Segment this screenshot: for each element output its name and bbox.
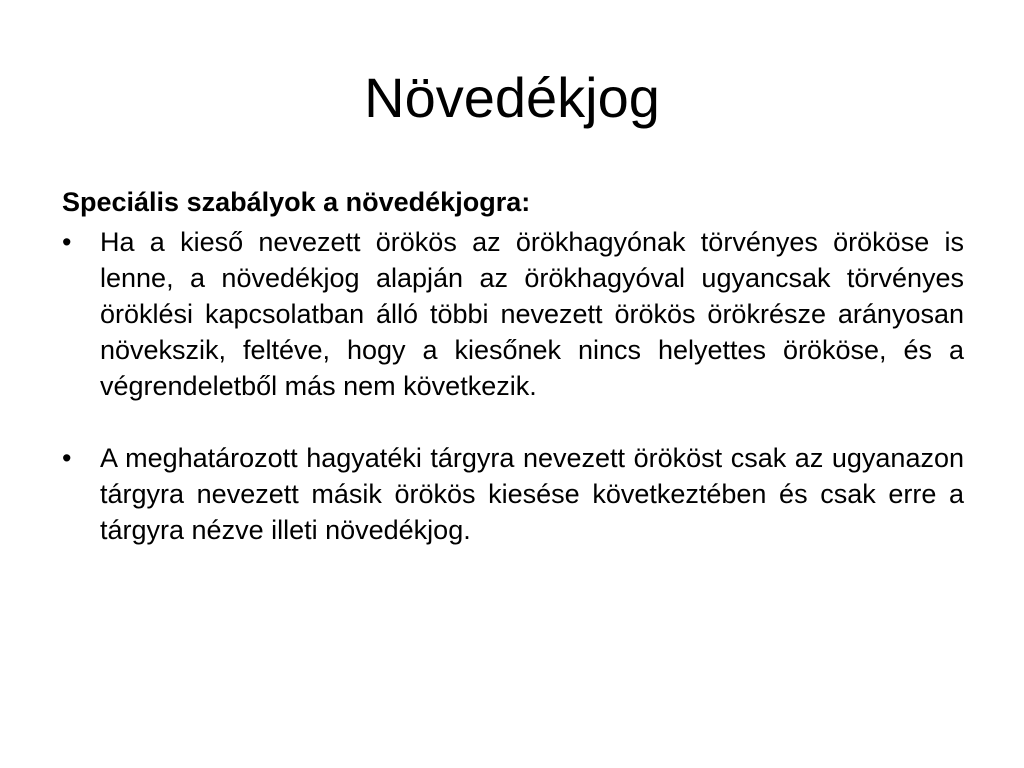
bullet-list <box>62 224 964 548</box>
bullet-text: Ha a kieső nevezett örökös az örökhagyónak törvényes örököse is lenne, a növedékjog alapján az örökhagyóval ugyancsak törvényes öröklési kapcsolatban álló többi nevezett örökös örökrésze arányosan növekszik, feltéve, hogy a kiesőnek nincs helyettes örököse, és a végrendeletből más nem következik. <box>100 227 964 401</box>
subheading: Speciális szabályok a növedékjogra: <box>62 187 531 217</box>
slide-title: Növedékjog <box>364 66 660 129</box>
bullet-text: A meghatározott hagyatéki tárgyra nevezett örököst csak az ugyanazon tárgyra nevezett másik örökös kiesése következtében és csak erre a tárgyra nézve illeti növedékjog. <box>100 443 964 545</box>
bullet-item <box>62 224 964 404</box>
slide-content <box>62 184 964 548</box>
bullet-icon: • <box>62 227 72 257</box>
bullet-item <box>62 440 964 548</box>
bullet-icon: • <box>62 443 72 473</box>
